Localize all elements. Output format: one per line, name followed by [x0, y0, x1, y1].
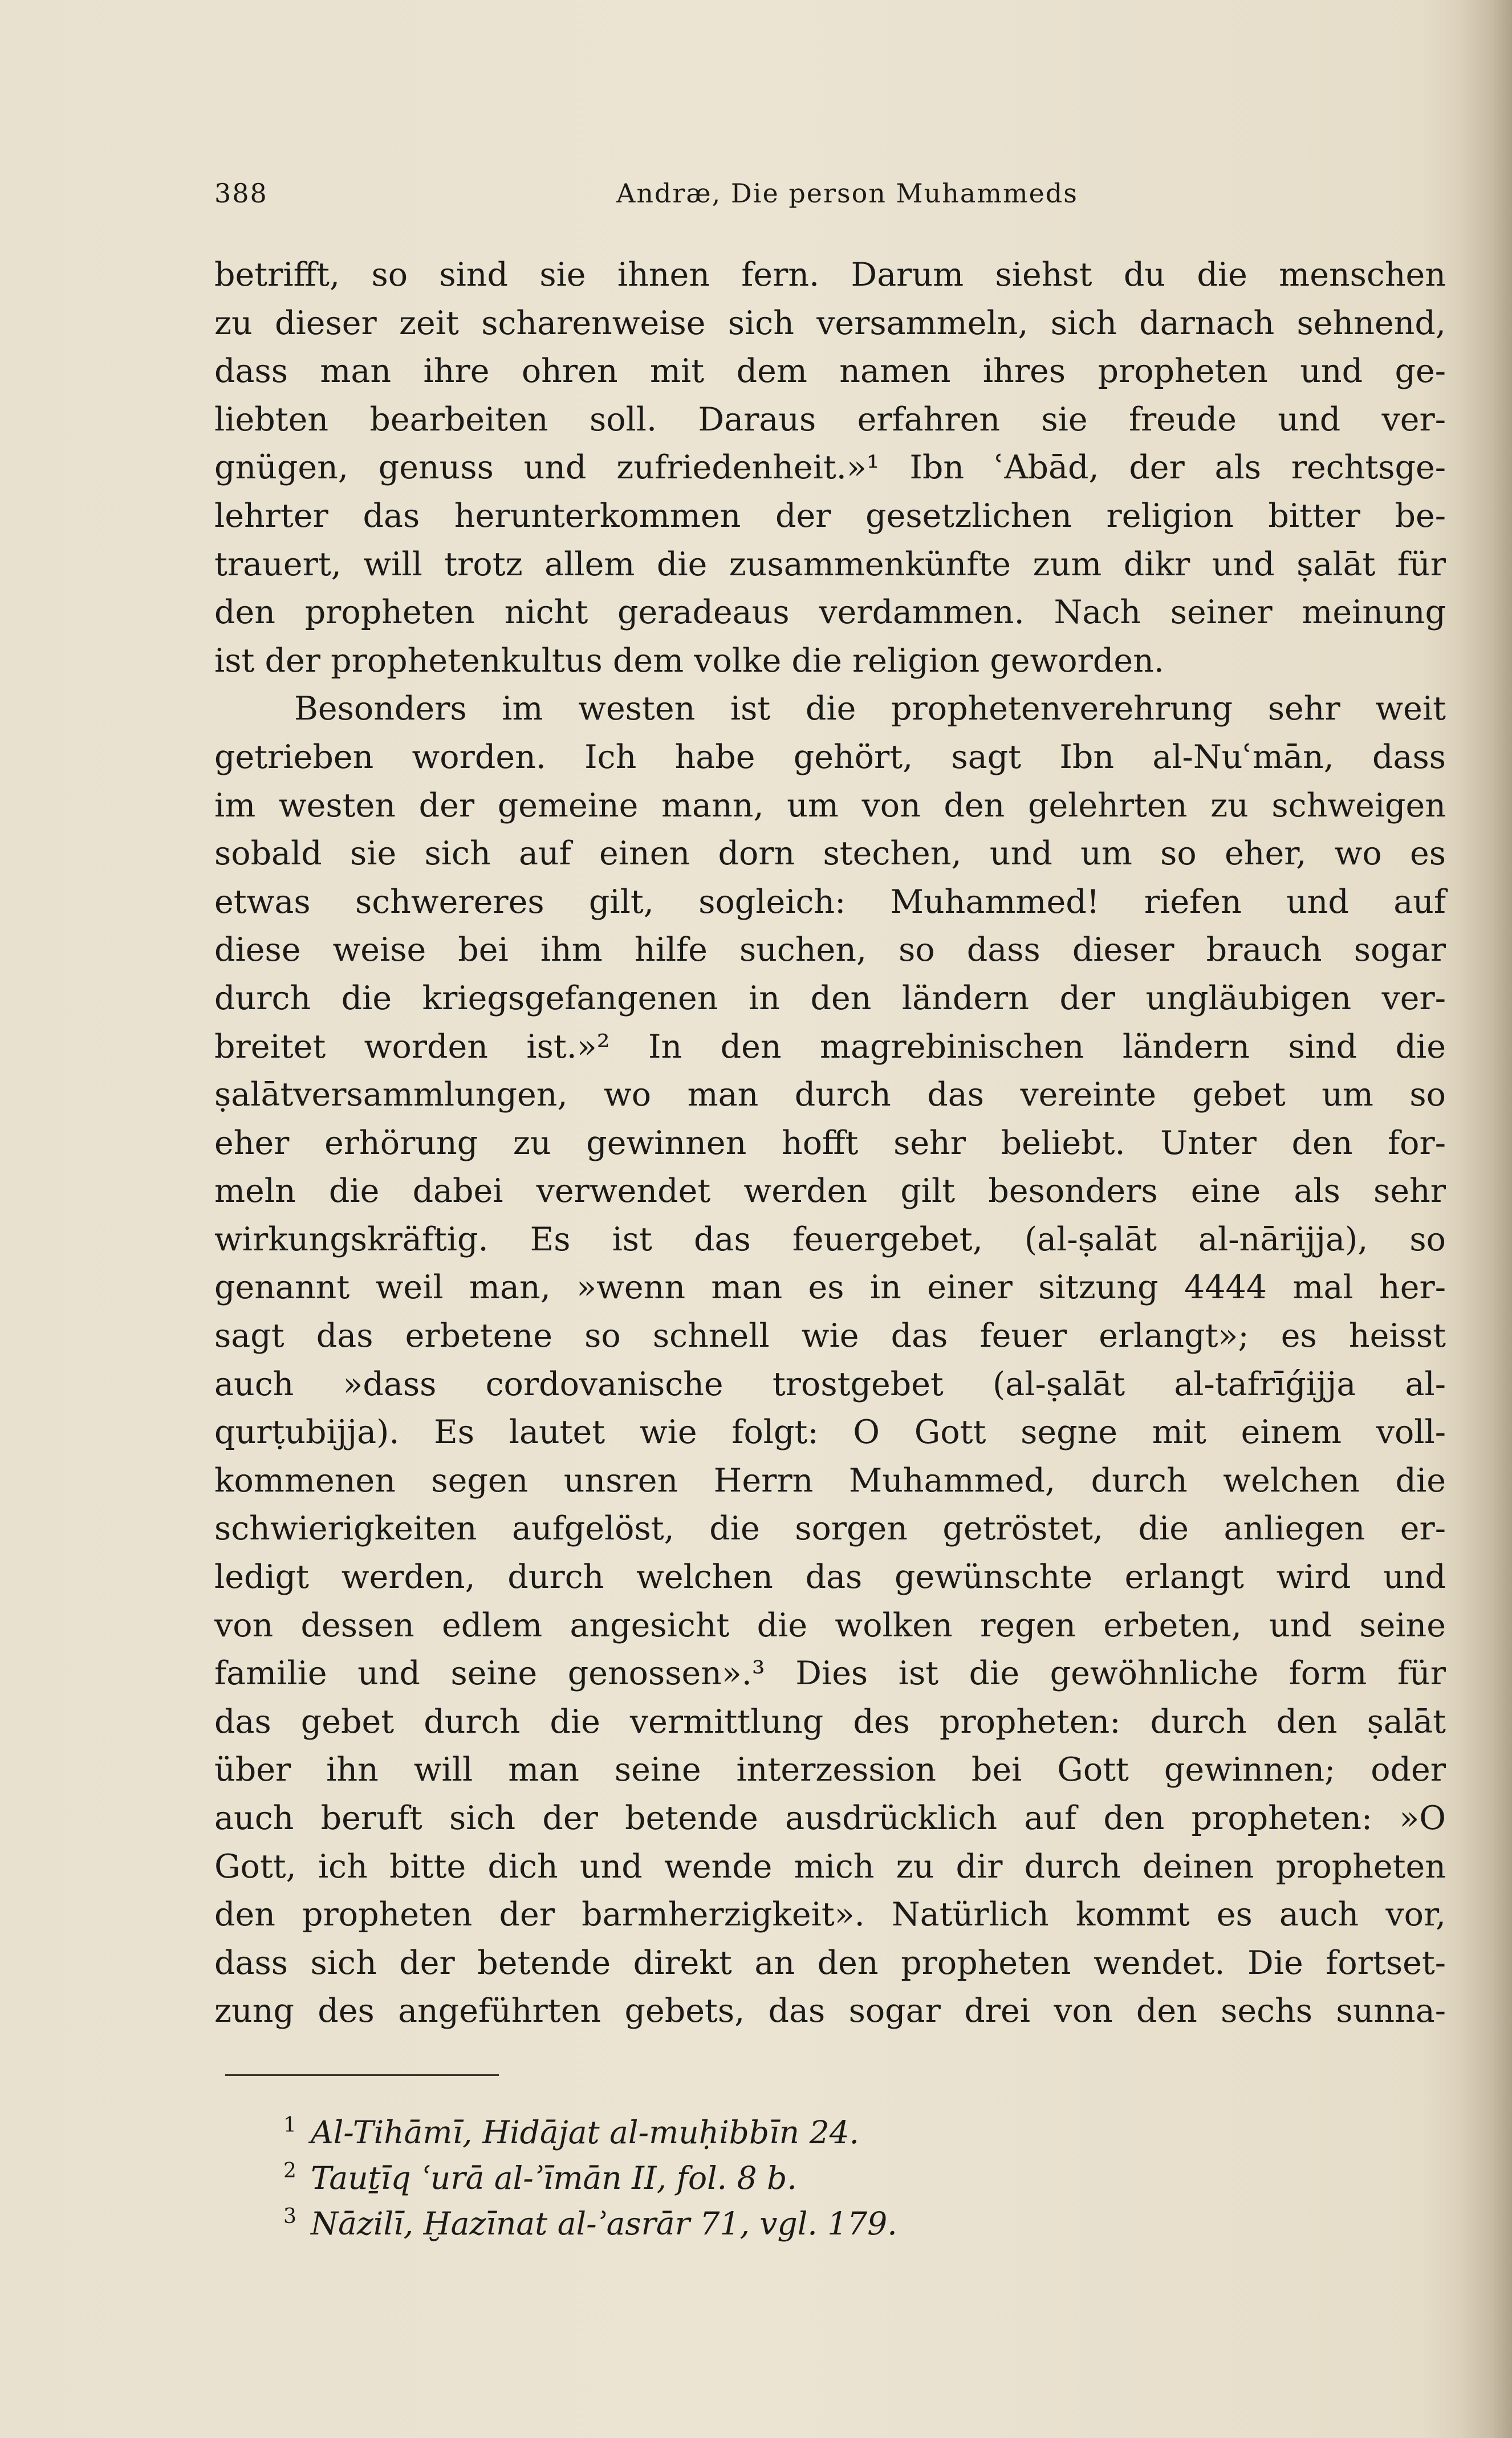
text-line: getrieben worden. Ich habe gehört, sagt Ibn al-Nuʿmān, dass [214, 738, 1446, 776]
page-number: 388 [214, 178, 268, 209]
text-line: eher erhörung zu gewinnen hofft sehr beliebt. Unter den for- [214, 1124, 1446, 1162]
footnote [283, 2201, 1166, 2246]
body-text [214, 251, 1446, 2035]
text-line: qurṭubijja). Es lautet wie folgt: O Gott segne mit einem voll- [214, 1413, 1446, 1452]
text-line: den propheten der barmherzigkeit». Natürlich kommt es auch vor, [214, 1896, 1446, 1934]
footnote-text: Nāzilī, Ḫazīnat al-ʾasrār 71, vgl. 179. [311, 2205, 897, 2242]
text-line: sobald sie sich auf einen dorn stechen, und um so eher, wo es [214, 835, 1446, 873]
text-line: schwierigkeiten aufgelöst, die sorgen getröstet, die anliegen er- [214, 1510, 1446, 1548]
text-line: meln die dabei verwendet werden gilt besonders eine als sehr [214, 1172, 1446, 1210]
text-line: Gott, ich bitte dich und wende mich zu dir durch deinen propheten [214, 1847, 1446, 1886]
page-edge-shadow [1461, 0, 1512, 2438]
footnote-text: Al-Tihāmī, Hidājat al-muḥibbīn 24. [311, 2114, 860, 2151]
footnotes [283, 2110, 1166, 2246]
text-line: breitet worden ist.»² In den magrebinischen ländern sind die [214, 1027, 1446, 1066]
footnote [283, 2155, 1166, 2201]
text-line: ledigt werden, durch welchen das gewünschte erlangt wird und [214, 1558, 1446, 1596]
footnote-mark: 3 [283, 2205, 296, 2228]
text-line: ṣalātversammlungen, wo man durch das vereinte gebet um so [214, 1076, 1446, 1114]
text-line: betrifft, so sind sie ihnen fern. Darum siehst du die menschen [214, 256, 1446, 294]
text-line: zu dieser zeit scharenweise sich versammeln, sich darnach sehnend, [214, 304, 1446, 342]
footnote [283, 2110, 1166, 2155]
text-line: liebten bearbeiten soll. Daraus erfahren sie freude und ver- [214, 400, 1446, 438]
text-line-paragraph-end: ist der prophetenkultus dem volke die religion geworden. [214, 641, 1164, 680]
text-line: sagt das erbetene so schnell wie das feuer erlangt»; es heisst [214, 1317, 1446, 1355]
text-line: wirkungskräftig. Es ist das feuergebet, (al-ṣalāt al-nārijja), so [214, 1220, 1446, 1258]
text-line: kommenen segen unsren Herrn Muhammed, durch welchen die [214, 1461, 1446, 1500]
text-line: diese weise bei ihm hilfe suchen, so dass dieser brauch sogar [214, 931, 1446, 969]
text-line: den propheten nicht geradeaus verdammen. Nach seiner meinung [214, 594, 1446, 632]
running-title: Andræ, Die person Muhammeds [616, 178, 1078, 209]
footnote-mark: 2 [283, 2159, 296, 2183]
footnote-mark: 1 [283, 2114, 296, 2137]
footnote-separator [225, 2074, 499, 2076]
text-line: lehrter das herunterkommen der gesetzlichen religion bitter be- [214, 497, 1446, 535]
text-line: das gebet durch die vermittlung des propheten: durch den ṣalāt [214, 1702, 1446, 1741]
text-line: im westen der gemeine mann, um von den gelehrten zu schweigen [214, 786, 1446, 824]
text-line: gnügen, genuss und zufriedenheit.»¹ Ibn ʿAbād, der als rechtsge- [214, 449, 1446, 487]
text-line: familie und seine genossen».³ Dies ist die gewöhnliche form für [214, 1655, 1446, 1693]
running-header [214, 178, 1446, 212]
text-line: trauert, will trotz allem die zusammenkünfte zum dikr und ṣalāt für [214, 545, 1446, 583]
text-line-paragraph-start: Besonders im westen ist die prophetenverehrung sehr weit [294, 690, 1446, 728]
text-line: zung des angeführten gebets, das sogar drei von den sechs sunna- [214, 1992, 1446, 2030]
text-line: durch die kriegsgefangenen in den ländern der ungläubigen ver- [214, 979, 1446, 1017]
footnote-text: Tauṯīq ʿurā al-ʾīmān II, fol. 8 b. [311, 2160, 797, 2196]
text-line: auch »dass cordovanische trostgebet (al-ṣalāt al-tafrīǵijja al- [214, 1365, 1446, 1403]
text-line: von dessen edlem angesicht die wolken regen erbeten, und seine [214, 1606, 1446, 1644]
text-line: auch beruft sich der betende ausdrücklich auf den propheten: »O [214, 1799, 1446, 1837]
text-line: über ihn will man seine interzession bei Gott gewinnen; oder [214, 1751, 1446, 1789]
text-line: etwas schwereres gilt, sogleich: Muhammed! riefen und auf [214, 883, 1446, 921]
text-line: dass man ihre ohren mit dem namen ihres propheten und ge- [214, 352, 1446, 391]
text-line: genannt weil man, »wenn man es in einer sitzung 4444 mal her- [214, 1269, 1446, 1307]
text-line: dass sich der betende direkt an den propheten wendet. Die fortset- [214, 1944, 1446, 1982]
